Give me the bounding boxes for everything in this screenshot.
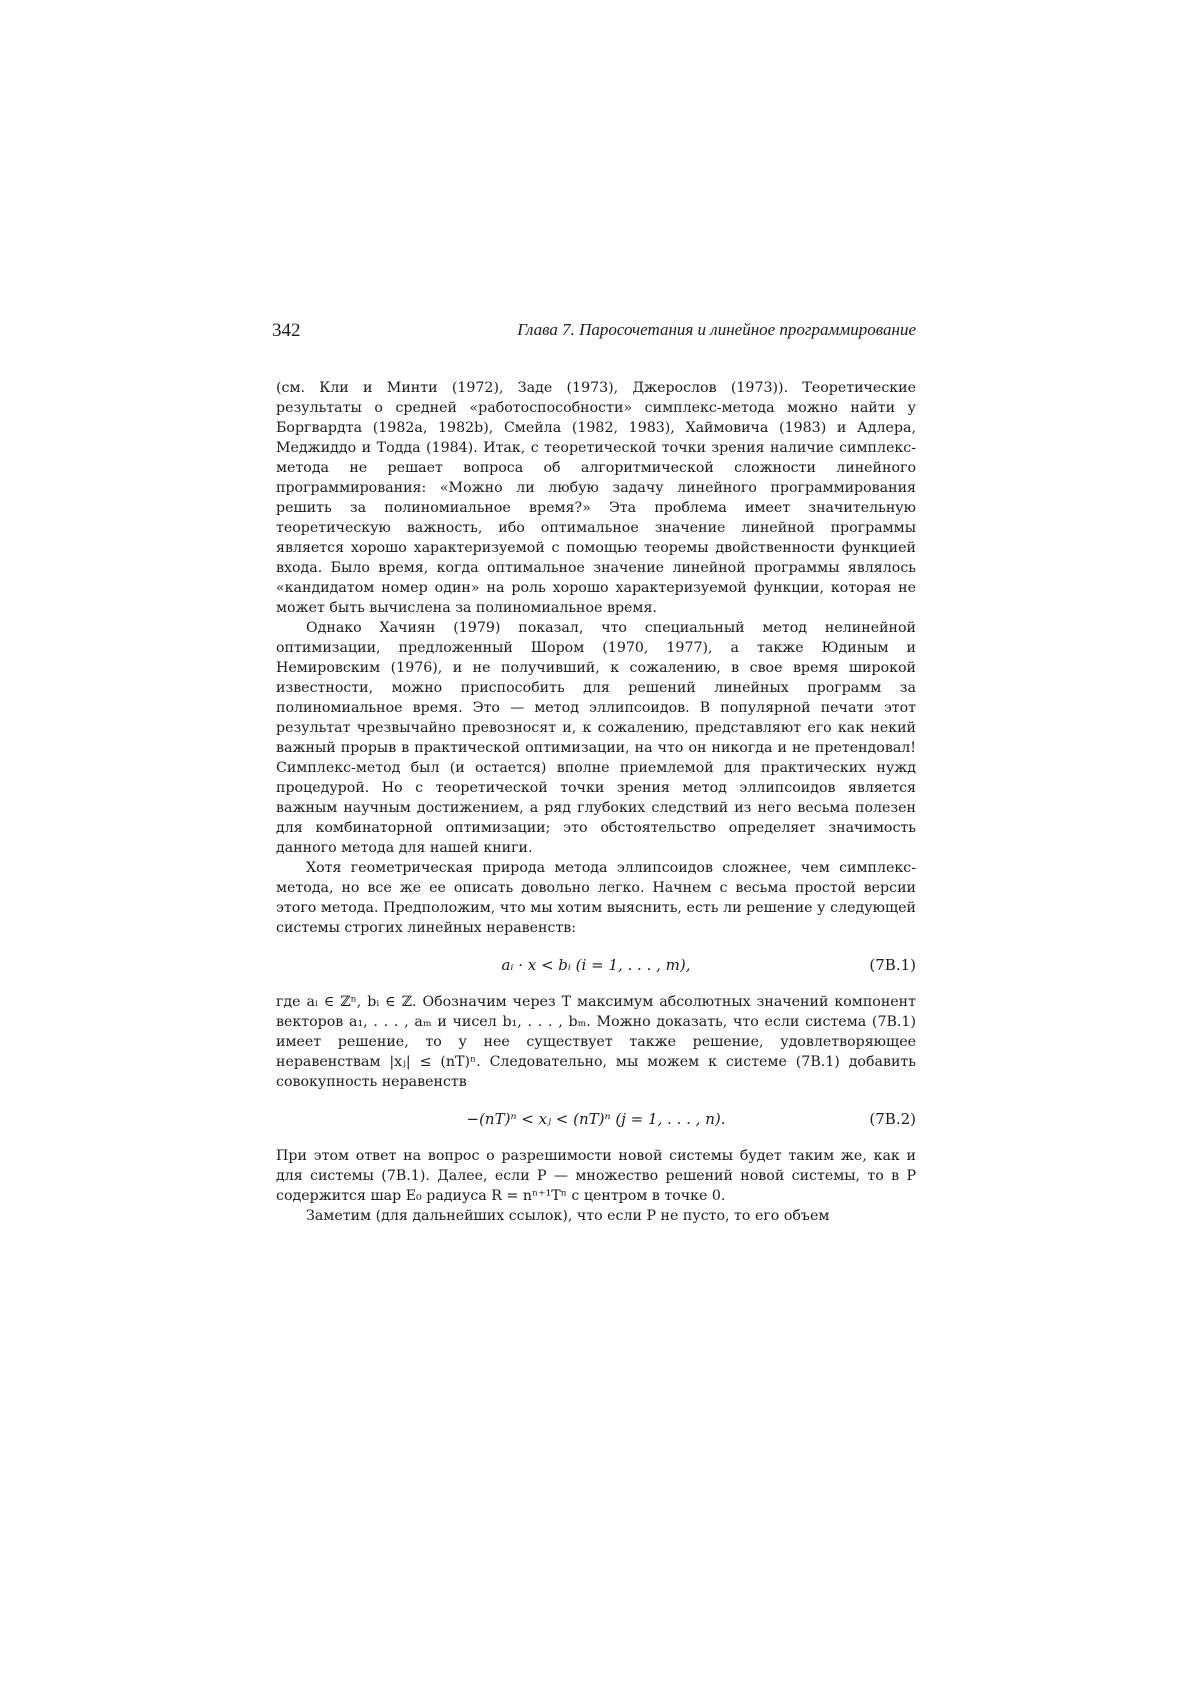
- equation-7b2-body: −(nT)ⁿ < xⱼ < (nT)ⁿ (j = 1, . . . , n).: [466, 1110, 726, 1128]
- paragraph-2: Однако Хачиян (1979) показал, что специальный метод нелинейной оптимизации, предложенный Шором (1970, 1977), а также Юдиным и Немировским (1976), и не получивший, к сожалению, в свое время широкой известности, можно приспособить для решений линейных программ за полиномиальное время. Это — метод эллипсоидов. В популярной печати этот результат чрезвычайно превозносят и, к сожалению, представляют его как некий важный прорыв в практической оптимизации, на что он никогда и не претендовал! Симплекс-метод был (и остается) вполне приемлемой для практических нужд процедурой. Но с теоретической точки зрения метод эллипсоидов является важным научным достижением, а ряд глубоких следствий из него весьма полезен для комбинаторной оптимизации; это обстоятельство определяет значимость данного метода для нашей книги.: [276, 620, 916, 856]
- page-number: 342: [272, 320, 301, 341]
- page-header: [272, 320, 916, 350]
- running-head: Глава 7. Паросочетания и линейное программирование: [517, 320, 916, 339]
- equation-7b2-label: (7B.2): [869, 1110, 916, 1128]
- paragraph-5: При этом ответ на вопрос о разрешимости новой системы будет таким же, как и для системы (7B.1). Далее, если P — множество решений новой системы, то в P содержится шар E₀ радиуса R = nⁿ⁺¹Tⁿ с центром в точке 0.: [276, 1148, 916, 1204]
- equation-7b1-label: (7B.1): [869, 956, 916, 974]
- paragraph-1: (см. Кли и Минти (1972), Заде (1973), Джерослов (1973)). Теоретические результаты о средней «работоспособности» симплекс-метода можно найти у Боргвардта (1982a, 1982b), Смейла (1982, 1983), Хаймовича (1983) и Адлера, Меджиддо и Тодда (1984). Итак, с теоретической точки зрения наличие симплекс-метода не решает вопроса об алгоритмической сложности линейного программирования: «Можно ли любую задачу линейного программирования решить за полиномиальное время?» Эта проблема имеет значительную теоретическую важность, ибо оптимальное значение линейной программы является хорошо характеризуемой с помощью теоремы двойственности функцией входа. Было время, когда оптимальное значение линейной программы являлось «кандидатом номер один» на роль хорошо характеризуемой функции, которая не может быть вычислена за полиномиальное время.: [276, 380, 916, 616]
- paragraph-6: Заметим (для дальнейших ссылок), что если P не пусто, то его объем: [306, 1208, 830, 1224]
- paragraph-3: Хотя геометрическая природа метода эллипсоидов сложнее, чем симплекс-метода, но все же ее описать довольно легко. Начнем с весьма простой версии этого метода. Предположим, что мы хотим выяснить, есть ли решение у следующей системы строгих линейных неравенств:: [276, 860, 916, 936]
- body-text: [276, 378, 916, 1226]
- paragraph-4: где aᵢ ∈ ℤⁿ, bᵢ ∈ ℤ. Обозначим через T максимум абсолютных значений компонент векторов a₁, . . . , aₘ и чисел b₁, . . . , bₘ. Можно доказать, что если система (7B.1) имеет решение, то у нее существует также решение, удовлетворяющее неравенствам |xⱼ| ≤ (nT)ⁿ. Следовательно, мы можем к системе (7B.1) добавить совокупность неравенств: [276, 994, 916, 1090]
- equation-7b2: [276, 1106, 916, 1132]
- equation-7b1: [276, 952, 916, 978]
- equation-7b1-body: aᵢ · x < bᵢ (i = 1, . . . , m),: [501, 956, 691, 974]
